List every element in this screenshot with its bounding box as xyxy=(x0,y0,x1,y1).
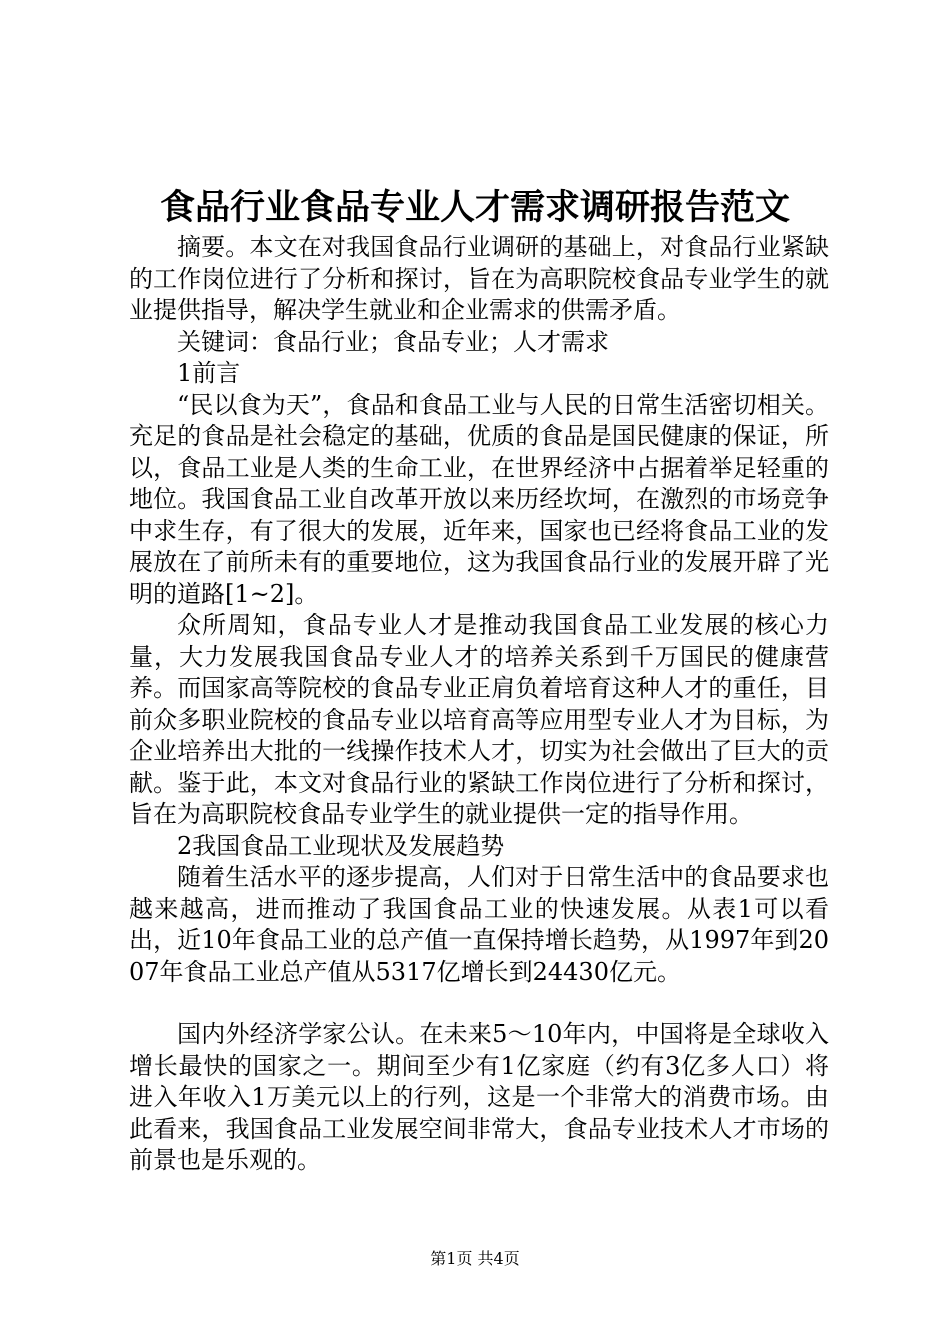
body-paragraph: 随着生活水平的逐步提高，人们对于日常生活中的食品要求也越来越高，进而推动了我国食品工业的快速发展。从表1可以看出，近10年食品工业的总产值一直保持增长趋势，从1997年到2007年食品工业总产值从5317亿增长到24430亿元。 xyxy=(129,863,829,986)
section-heading-1: 1前言 xyxy=(177,359,241,387)
body-paragraph: 众所周知，食品专业人才是推动我国食品工业发展的核心力量，大力发展我国食品专业人才的培养关系到千万国民的健康营养。而国家高等院校的食品专业正肩负着培育这种人才的重任，目前众多职业院校的食品专业以培育高等应用型专业人才为目标，为企业培养出大批的一线操作技术人才，切实为社会做出了巨大的贡献。鉴于此，本文对食品行业的紧缺工作岗位进行了分析和探讨，旨在为高职院校食品专业学生的就业提供一定的指导作用。 xyxy=(129,611,829,828)
keywords-line: 关键词：食品行业；食品专业；人才需求 xyxy=(177,327,609,356)
document-body xyxy=(129,232,829,1177)
document-title: 食品行业食品专业人才需求调研报告范文 xyxy=(159,188,790,228)
body-paragraph: “民以食为天”，食品和食品工业与人民的日常生活密切相关。充足的食品是社会稳定的基础，优质的食品是国民健康的保证，所以，食品工业是人类的生命工业，在世界经济中占据着举足轻重的地位。我国食品工业自改革开放以来历经坎坷，在激烈的市场竞争中求生存，有了很大的发展，近年来，国家也已经将食品工业的发展放在了前所未有的重要地位，这为我国食品行业的发展开辟了光明的道路[1~2]。 xyxy=(129,390,829,608)
abstract-paragraph: 摘要。本文在对我国食品行业调研的基础上，对食品行业紧缺的工作岗位进行了分析和探讨，旨在为高职院校食品专业学生的就业提供指导，解决学生就业和企业需求的供需矛盾。 xyxy=(129,233,829,324)
page-footer: 第1页 共4页 xyxy=(430,1249,520,1268)
section-heading-2: 2我国食品工业现状及发展趋势 xyxy=(177,831,505,860)
body-paragraph: 国内外经济学家公认。在未来5～10年内，中国将是全球收入增长最快的国家之一。期间至少有1亿家庭（约有3亿多人口）将进入年收入1万美元以上的行列，这是一个非常大的消费市场。由此看来，我国食品工业发展空间非常大，食品专业技术人才市场的前景也是乐观的。 xyxy=(129,1020,829,1174)
